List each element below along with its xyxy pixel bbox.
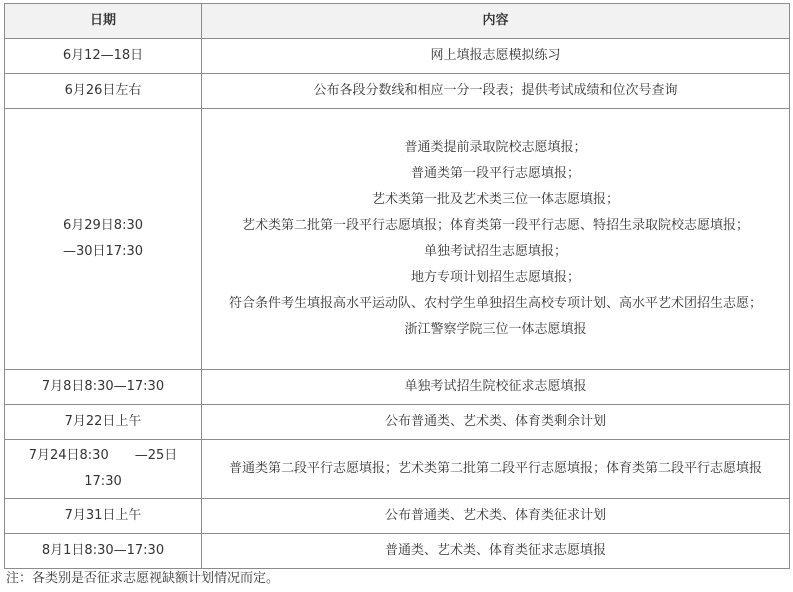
content-cell: 普通类、艺术类、体育类征求志愿填报 xyxy=(202,534,790,569)
table-row xyxy=(5,39,790,74)
content-cell: 公布普通类、艺术类、体育类征求计划 xyxy=(202,499,790,534)
table-row xyxy=(5,499,790,534)
table-header-row xyxy=(5,4,790,39)
content-cell: 公布普通类、艺术类、体育类剩余计划 xyxy=(202,405,790,440)
content-line: 普通类提前录取院校志愿填报； xyxy=(404,140,587,155)
content-cell: 公布各段分数线和相应一分一段表；提供考试成绩和位次号查询 xyxy=(202,74,790,109)
content-line: 艺术类第一批及艺术类三位一体志愿填报； xyxy=(371,192,619,207)
content-cell xyxy=(202,109,790,370)
content-line: 艺术类第二批第一段平行志愿填报；体育类第一段平行志愿、特招生录取院校志愿填报； xyxy=(241,218,749,233)
date-cell: 7月8日8:30—17:30 xyxy=(5,370,202,405)
content-line: 单独考试招生志愿填报； xyxy=(423,244,567,259)
date-cell: 7月24日8:30 —25日17:30 xyxy=(5,440,202,499)
content-line: 浙江警察学院三位一体志愿填报 xyxy=(404,322,587,337)
date-line: —30日17:30 xyxy=(62,244,143,259)
content-cell: 网上填报志愿模拟练习 xyxy=(202,39,790,74)
header-content: 内容 xyxy=(202,4,790,39)
content-line: 地方专项计划招生志愿填报； xyxy=(410,270,580,285)
date-cell: 6月26日左右 xyxy=(5,74,202,109)
content-line: 符合条件考生填报高水平运动队、农村学生单独招生高校专项计划、高水平艺术团招生志愿； xyxy=(228,296,762,311)
date-cell: 6月12—18日 xyxy=(5,39,202,74)
table-row xyxy=(5,405,790,440)
table-row xyxy=(5,534,790,569)
date-line: 6月29日8:30 xyxy=(62,218,143,233)
date-cell xyxy=(5,109,202,370)
date-cell: 7月22日上午 xyxy=(5,405,202,440)
header-date: 日期 xyxy=(5,4,202,39)
date-cell: 7月31日上午 xyxy=(5,499,202,534)
table-row xyxy=(5,109,790,370)
content-cell: 单独考试招生院校征求志愿填报 xyxy=(202,370,790,405)
table-row xyxy=(5,440,790,499)
content-line: 普通类第一段平行志愿填报； xyxy=(410,166,580,181)
table-row xyxy=(5,74,790,109)
table-row xyxy=(5,370,790,405)
date-cell: 8月1日8:30—17:30 xyxy=(5,534,202,569)
footnote: 注：各类别是否征求志愿视缺额计划情况而定。 xyxy=(6,571,280,586)
schedule-table xyxy=(4,3,790,569)
content-cell: 普通类第二段平行志愿填报；艺术类第二批第二段平行志愿填报；体育类第二段平行志愿填报 xyxy=(202,440,790,499)
